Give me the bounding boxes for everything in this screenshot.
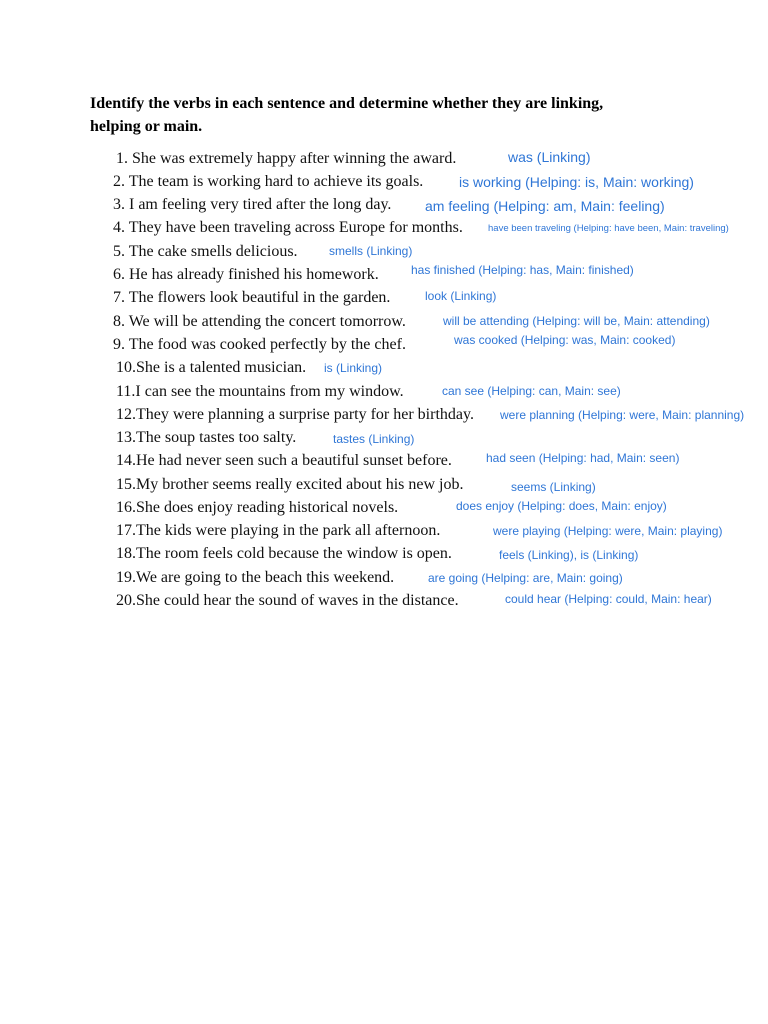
sentence-6: [113, 265, 379, 285]
sentence-number: 20.: [116, 592, 136, 609]
sentence-number: 8.: [113, 313, 125, 330]
answer-14: had seen (Helping: had, Main: seen): [486, 451, 680, 465]
sentence-text: They have been traveling across Europe for months.: [128, 219, 463, 236]
list-item: [0, 544, 768, 567]
list-item: [0, 265, 768, 288]
list-item: [0, 382, 768, 405]
sentence-16: [116, 498, 398, 518]
sentence-number: 1.: [116, 150, 128, 167]
answer-13: tastes (Linking): [333, 432, 415, 446]
sentence-7: [113, 288, 390, 308]
list-item: [0, 288, 768, 311]
sentence-text: They were planning a surprise party for her birthday.: [136, 406, 474, 423]
sentence-text: She is a talented musician.: [136, 359, 307, 376]
answer-12: were planning (Helping: were, Main: planning): [500, 408, 745, 422]
sentence-number: 12.: [116, 406, 136, 423]
sentence-14: [116, 451, 452, 471]
sentence-text: The room feels cold because the window is open.: [136, 545, 452, 562]
list-item: [0, 195, 768, 218]
instructions-line-1: Identify the verbs in each sentence and determine whether they are linking,: [90, 95, 604, 112]
sentence-text: The team is working hard to achieve its goals.: [128, 173, 424, 190]
sentence-text: The soup tastes too salty.: [136, 429, 297, 446]
answer-6: has finished (Helping: has, Main: finished): [411, 263, 634, 277]
list-item: [0, 218, 768, 241]
answer-19: are going (Helping: are, Main: going): [428, 571, 623, 585]
answer-2: is working (Helping: is, Main: working): [459, 174, 694, 190]
list-item: [0, 428, 768, 451]
answer-15: seems (Linking): [511, 480, 596, 494]
sentence-text: She does enjoy reading historical novels.: [136, 499, 399, 516]
answer-20: could hear (Helping: could, Main: hear): [505, 592, 712, 606]
sentence-number: 4.: [113, 219, 125, 236]
answer-16: does enjoy (Helping: does, Main: enjoy): [456, 499, 667, 513]
sentence-text: We are going to the beach this weekend.: [136, 569, 395, 586]
sentence-text: I can see the mountains from my window.: [135, 383, 404, 400]
answer-5: smells (Linking): [329, 244, 413, 258]
list-item: [0, 242, 768, 265]
answer-11: can see (Helping: can, Main: see): [442, 384, 621, 398]
sentence-text: My brother seems really excited about his new job.: [136, 476, 464, 493]
sentence-17: [116, 521, 440, 541]
list-item: [0, 358, 768, 381]
sentence-number: 13.: [116, 429, 136, 446]
sentence-text: We will be attending the concert tomorrow.: [128, 313, 406, 330]
sentence-12: [116, 405, 474, 425]
sentence-number: 7.: [113, 289, 125, 306]
sentence-text: The kids were playing in the park all afternoon.: [136, 522, 441, 539]
sentence-text: She could hear the sound of waves in the distance.: [136, 592, 459, 609]
sentence-number: 18.: [116, 545, 136, 562]
answer-7: look (Linking): [425, 289, 497, 303]
sentence-text: The food was cooked perfectly by the chef.: [128, 336, 406, 353]
instructions-line-2: helping or main.: [90, 118, 203, 135]
sentence-number: 9.: [113, 336, 125, 353]
sentence-number: 17.: [116, 522, 136, 539]
sentence-9: [113, 335, 406, 355]
sentence-text: The cake smells delicious.: [128, 243, 298, 260]
sentence-number: 14.: [116, 452, 136, 469]
list-item: [0, 568, 768, 591]
answer-10: is (Linking): [324, 361, 383, 375]
sentence-text: He had never seen such a beautiful sunset before.: [136, 452, 452, 469]
sentence-number: 2.: [113, 173, 125, 190]
sentence-number: 11.: [116, 383, 136, 400]
sentence-10: [116, 358, 306, 378]
list-item: [0, 591, 768, 614]
list-item: [0, 451, 768, 474]
sentence-18: [116, 544, 452, 564]
sentence-number: 16.: [116, 499, 136, 516]
sentence-3: [113, 195, 391, 215]
answer-4: have been traveling (Helping: have been, Main: traveling): [488, 223, 729, 234]
worksheet-instructions: [90, 92, 690, 138]
answer-8: will be attending (Helping: will be, Main: attending): [443, 314, 710, 328]
list-item: [0, 475, 768, 498]
answer-1: was (Linking): [508, 149, 591, 165]
sentence-number: 6.: [113, 266, 125, 283]
answer-17: were playing (Helping: were, Main: playing): [493, 524, 723, 538]
list-item: [0, 498, 768, 521]
list-item: [0, 312, 768, 335]
sentence-5: [113, 242, 298, 262]
sentence-text: The flowers look beautiful in the garden.: [128, 289, 391, 306]
sentence-text: I am feeling very tired after the long day.: [129, 196, 392, 213]
list-item: [0, 172, 768, 195]
sentence-text: She was extremely happy after winning the award.: [132, 150, 457, 167]
sentence-19: [116, 568, 394, 588]
answer-18: feels (Linking), is (Linking): [499, 548, 639, 562]
list-item: [0, 405, 768, 428]
sentence-2: [113, 172, 423, 192]
list-item: [0, 149, 768, 172]
sentence-1: [116, 149, 456, 169]
sentence-8: [113, 312, 406, 332]
sentence-number: 5.: [113, 243, 125, 260]
sentence-number: 10.: [116, 359, 136, 376]
list-item: [0, 335, 768, 358]
sentence-number: 19.: [116, 569, 136, 586]
sentence-11: [116, 382, 404, 402]
sentence-15: [116, 475, 463, 495]
sentence-number: 3.: [113, 196, 125, 213]
sentence-20: [116, 591, 459, 611]
sentence-4: [113, 218, 463, 238]
sentence-text: He has already finished his homework.: [129, 266, 379, 283]
list-item: [0, 521, 768, 544]
sentence-13: [116, 428, 296, 448]
answer-9: was cooked (Helping: was, Main: cooked): [454, 333, 676, 347]
sentence-number: 15.: [116, 476, 136, 493]
answer-3: am feeling (Helping: am, Main: feeling): [425, 198, 665, 214]
